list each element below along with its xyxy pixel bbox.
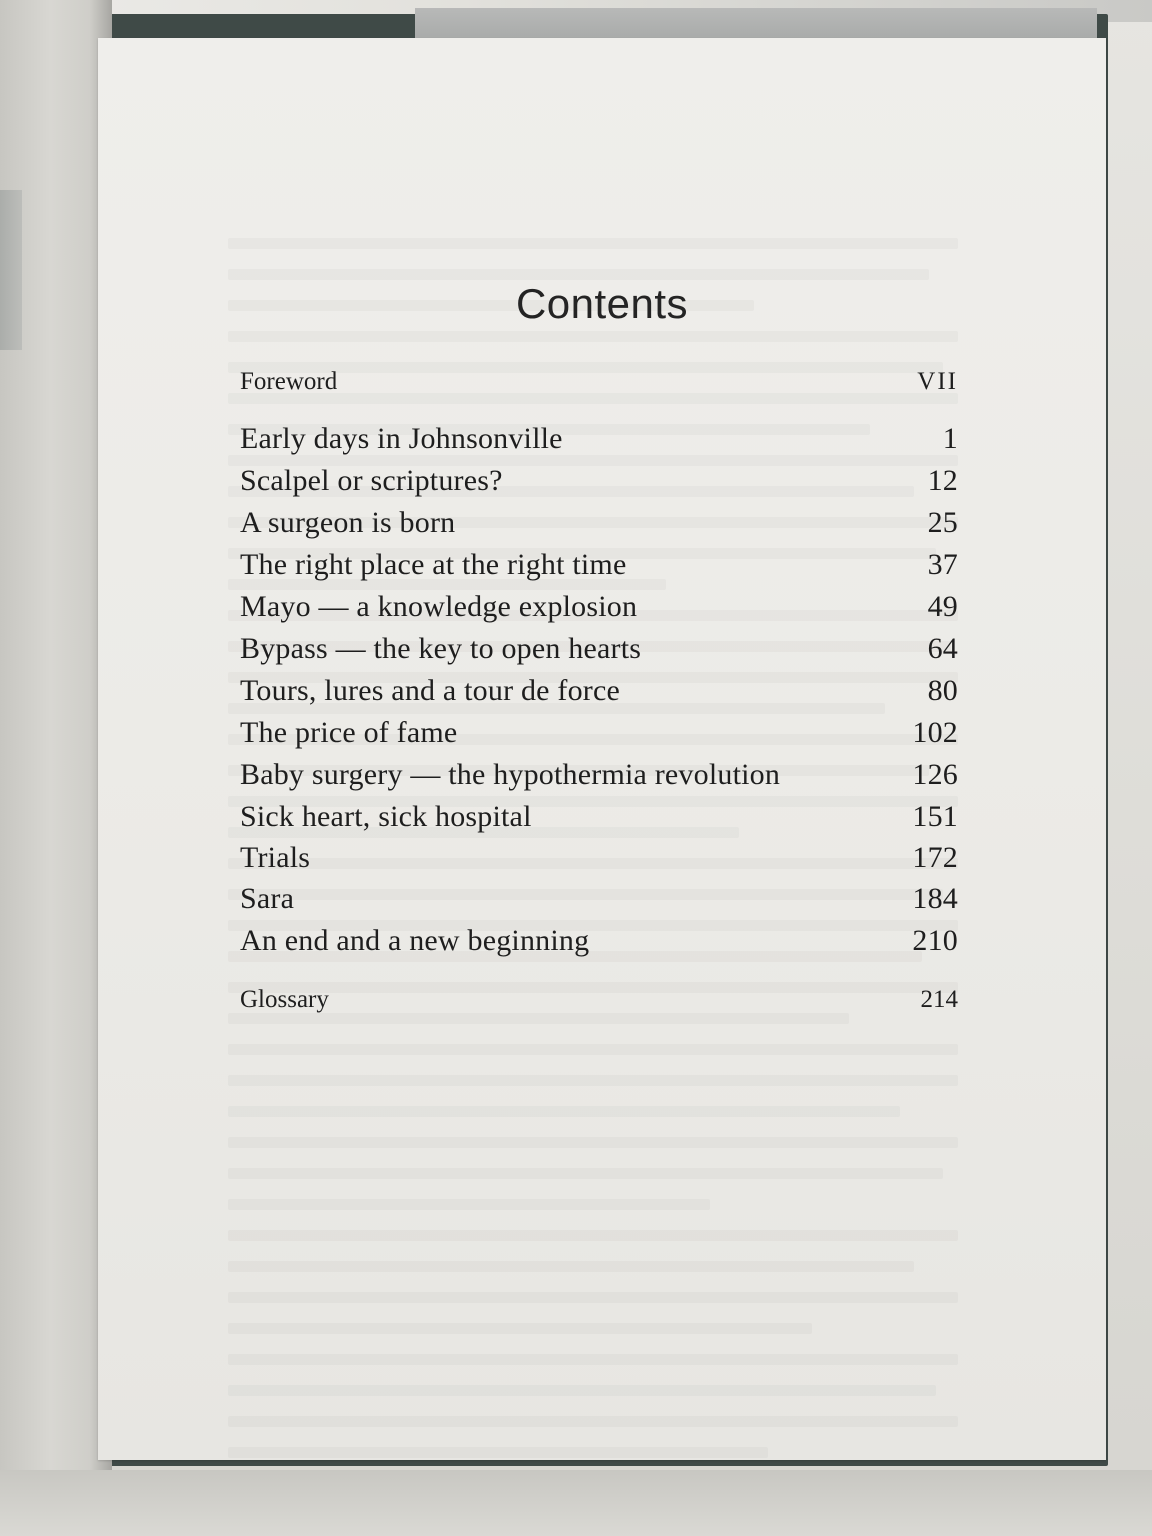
show-through-line <box>228 331 958 342</box>
show-through-line <box>228 1230 958 1241</box>
toc-entry-label: The price of fame <box>240 716 458 749</box>
toc-entry-label: Bypass — the key to open hearts <box>240 632 642 665</box>
toc-entry-page: VII <box>917 368 958 395</box>
show-through-line <box>228 1416 958 1427</box>
show-through-line <box>228 1044 958 1055</box>
toc-entry-chapter-12 <box>240 876 958 916</box>
toc-entry-label: Sara <box>240 882 295 915</box>
toc-entry-page: 214 <box>920 986 958 1013</box>
toc-entry-page: 25 <box>927 506 958 539</box>
toc-entry-page: 80 <box>927 674 958 707</box>
show-through-line <box>228 1199 710 1210</box>
show-through-line <box>228 1013 849 1024</box>
toc-entry-chapter-1 <box>240 416 958 456</box>
toc-entry-chapter-10 <box>240 794 958 834</box>
toc-entry-label: Early days in Johnsonville <box>240 422 563 455</box>
toc-entry-chapter-2 <box>240 458 958 498</box>
show-through-line <box>228 1075 958 1086</box>
toc-entry-page: 1 <box>942 422 958 455</box>
toc-entry-chapter-5 <box>240 584 958 624</box>
toc-entry-chapter-3 <box>240 500 958 540</box>
toc-entry-page: 102 <box>912 716 958 749</box>
toc-entry-chapter-11 <box>240 835 958 875</box>
show-through-line <box>228 269 929 280</box>
table-surface <box>0 1470 1152 1536</box>
toc-entry-label: Tours, lures and a tour de force <box>240 674 620 707</box>
show-through-line <box>228 1354 958 1365</box>
toc-entry-chapter-6 <box>240 626 958 666</box>
toc-entry-label: Glossary <box>240 986 329 1013</box>
toc-entry-label: Mayo — a knowledge explosion <box>240 590 638 623</box>
show-through-line <box>228 1292 958 1303</box>
toc-entry-label: Sick heart, sick hospital <box>240 800 532 833</box>
toc-entry-page: 151 <box>912 800 958 833</box>
binding-shadow <box>0 190 22 350</box>
toc-entry-chapter-7 <box>240 668 958 708</box>
toc-entry-chapter-13 <box>240 918 958 958</box>
toc-entry-label: Scalpel or scriptures? <box>240 464 503 497</box>
toc-entry-foreword <box>240 356 958 396</box>
toc-entry-page: 184 <box>912 882 958 915</box>
toc-entry-page: 126 <box>912 758 958 791</box>
show-through-line <box>228 1385 936 1396</box>
show-through-line <box>228 1447 768 1458</box>
show-through-line <box>228 1137 958 1148</box>
show-through-line <box>228 1323 812 1334</box>
show-through-line <box>228 1106 900 1117</box>
toc-entry-chapter-4 <box>240 542 958 582</box>
toc-entry-page: 210 <box>912 924 958 957</box>
show-through-line <box>228 238 958 249</box>
toc-entry-glossary <box>240 974 958 1014</box>
toc-entry-label: Foreword <box>240 368 338 395</box>
toc-entry-label: An end and a new beginning <box>240 924 590 957</box>
toc-entry-chapter-8 <box>240 710 958 750</box>
toc-entry-page: 172 <box>912 841 958 874</box>
toc-entry-label: The right place at the right time <box>240 548 627 581</box>
toc-entry-label: Trials <box>240 841 311 874</box>
show-through-line <box>228 1261 914 1272</box>
show-through-line <box>228 1168 943 1179</box>
toc-entry-label: A surgeon is born <box>240 506 456 539</box>
toc-entry-page: 12 <box>927 464 958 497</box>
toc-entry-label: Baby surgery — the hypothermia revolution <box>240 758 781 791</box>
dust-jacket-edge <box>415 8 1097 38</box>
contents-page <box>98 38 1106 1460</box>
toc-entry-page: 49 <box>927 590 958 623</box>
page-title: Contents <box>515 280 689 327</box>
toc-entry-page: 37 <box>927 548 958 581</box>
toc-entry-chapter-9 <box>240 752 958 792</box>
toc-entry-page: 64 <box>927 632 958 665</box>
